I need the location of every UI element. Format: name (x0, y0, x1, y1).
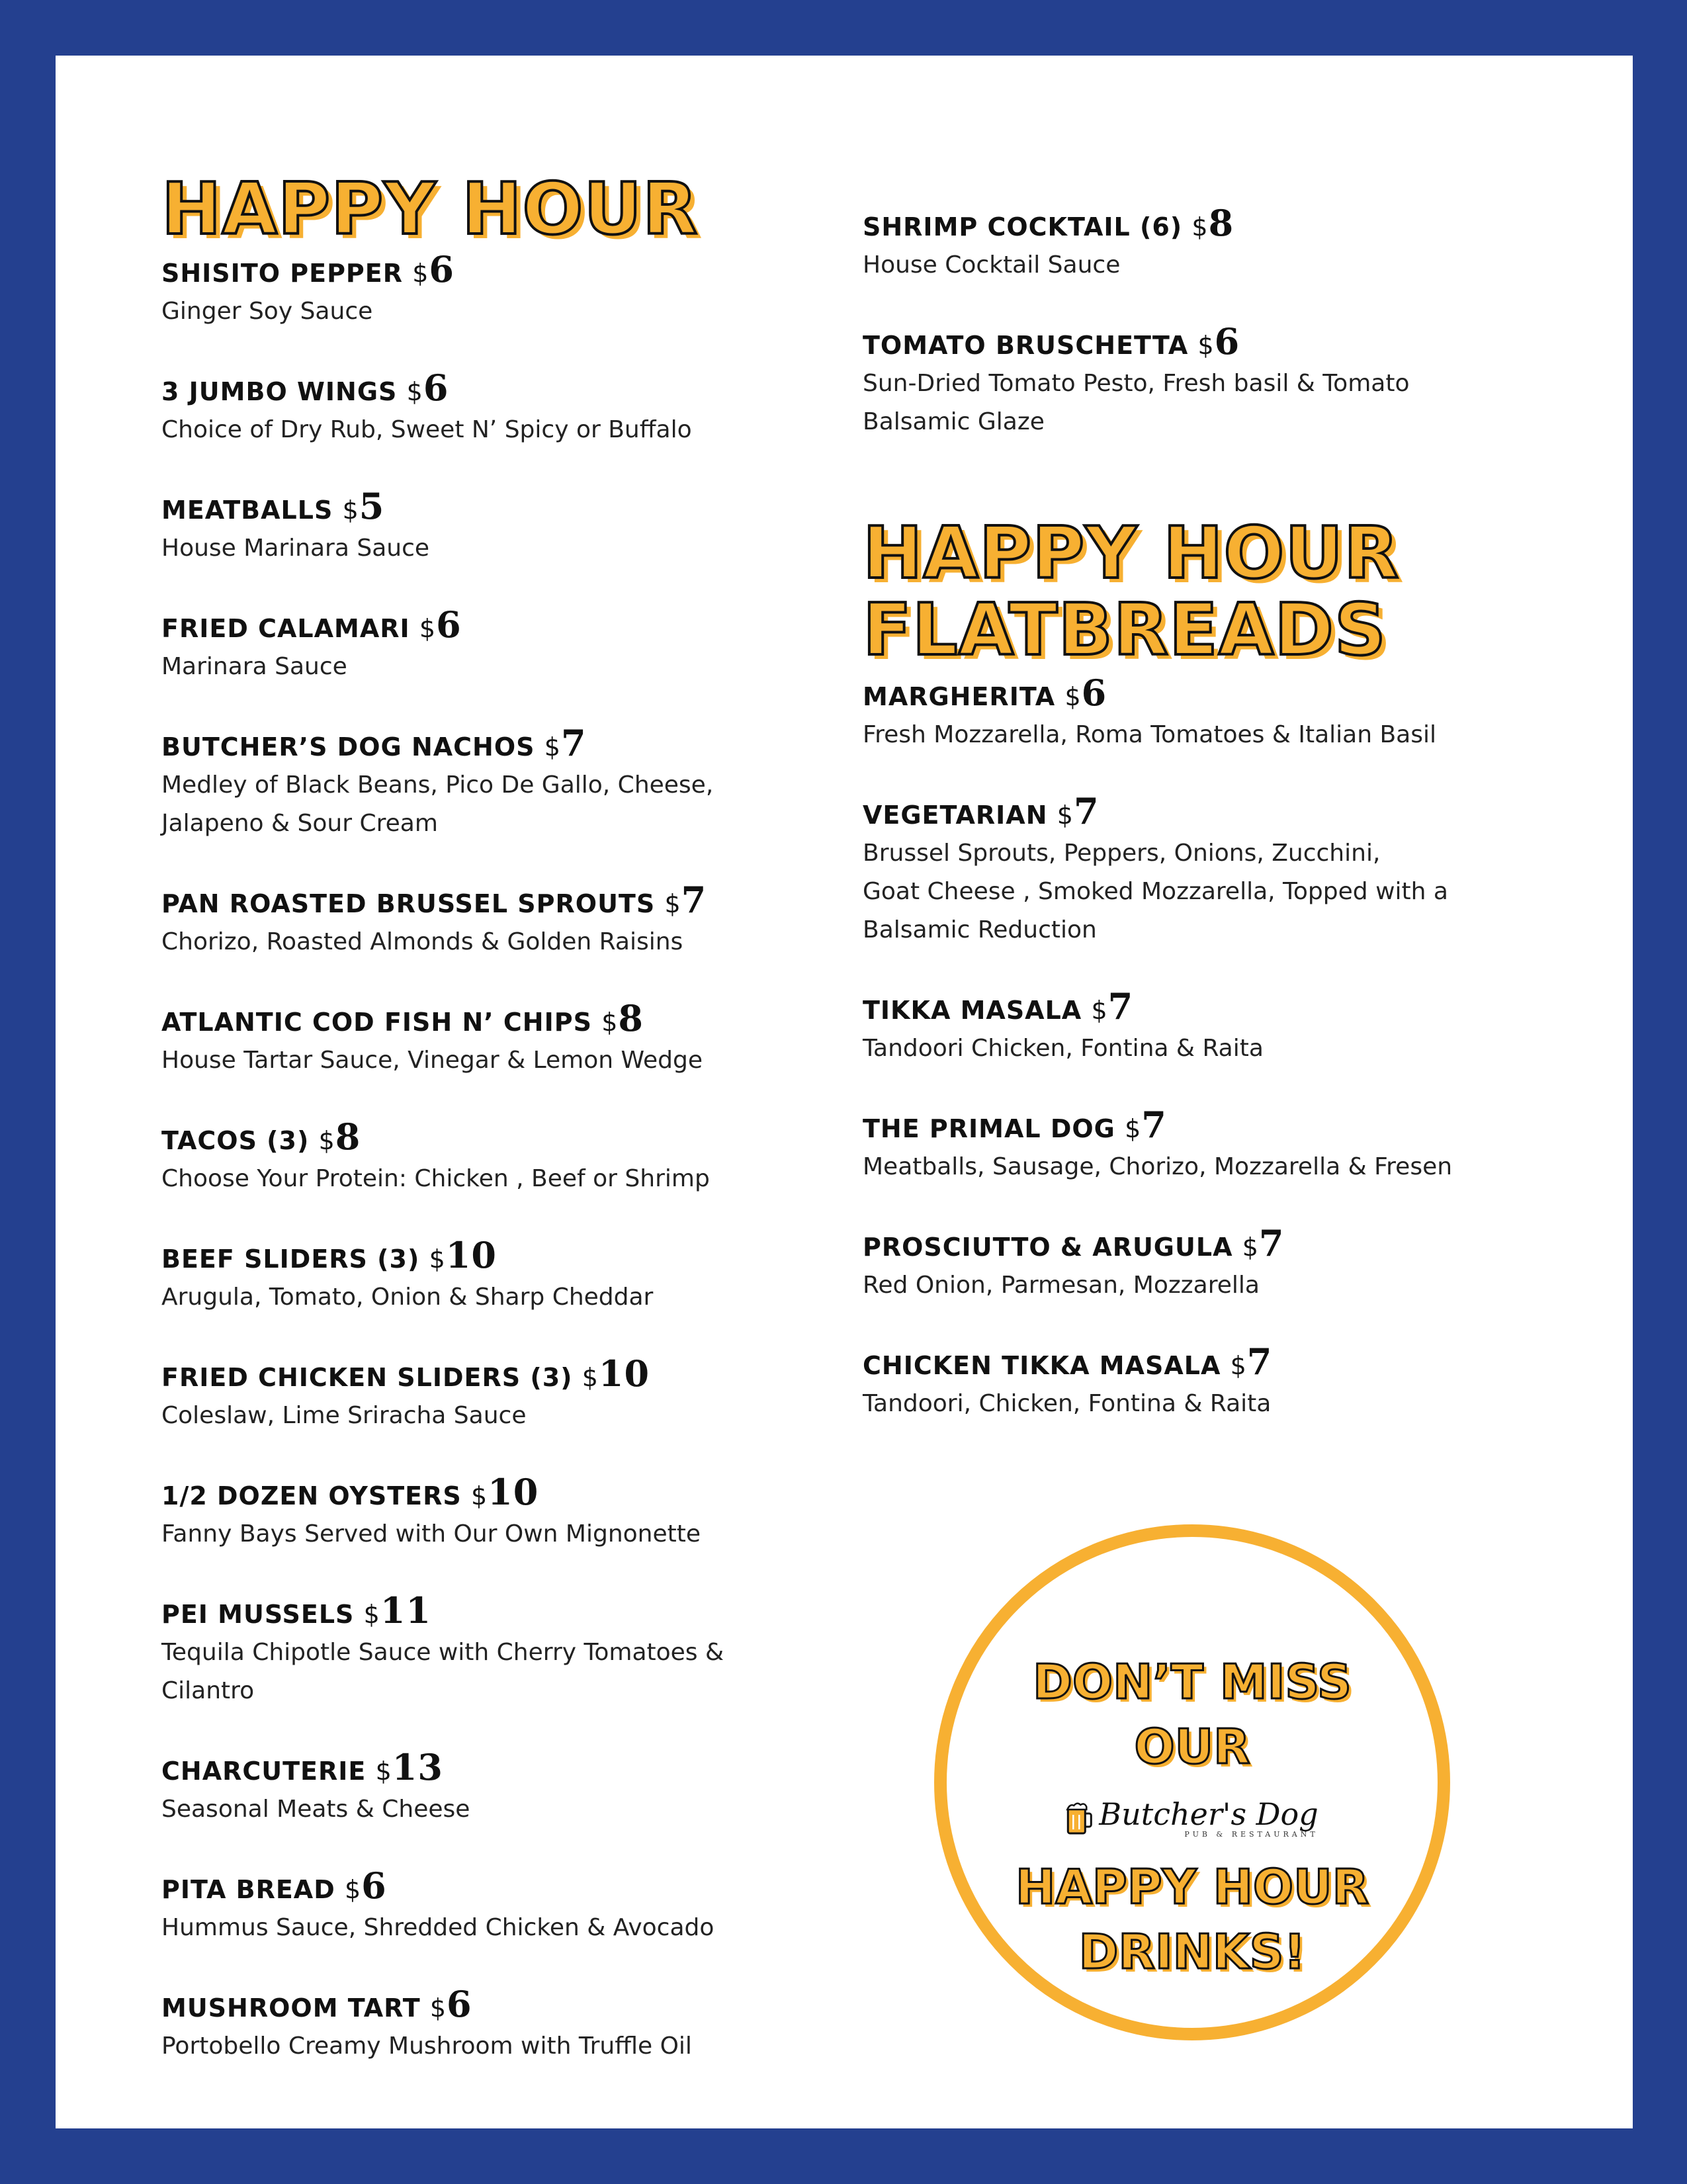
price-currency: $ (419, 614, 437, 643)
promo-line-3: HAPPY HOUR (1015, 1859, 1369, 1915)
menu-item-description: Ginger Soy Sauce (161, 298, 373, 325)
menu-item-price: 8 (1208, 202, 1234, 244)
promo-line-1: DON’T MISS (1033, 1654, 1352, 1710)
price-currency: $ (363, 1600, 380, 1629)
menu-item-description: Marinara Sauce (161, 653, 347, 680)
menu-item-title (863, 792, 1452, 834)
menu-item (161, 1473, 724, 1553)
menu-item-name: FRIED CALAMARI (161, 614, 410, 643)
menu-item-price: 7 (1246, 1340, 1273, 1383)
menu-item-price: 6 (1214, 320, 1240, 363)
menu-item-name: SHISITO PEPPER (161, 259, 403, 288)
menu-item (161, 724, 724, 843)
menu-item (863, 674, 1452, 754)
menu-item (161, 1866, 724, 1947)
menu-item-title (161, 999, 724, 1041)
menu-item-name: PEI MUSSELS (161, 1600, 355, 1629)
menu-item-description: Choice of Dry Rub, Sweet N’ Spicy or Buffalo (161, 416, 692, 443)
promo-line-4: DRINKS! (1078, 1924, 1306, 1980)
menu-item-price: 10 (488, 1471, 539, 1513)
menu-item-price: 8 (618, 997, 644, 1039)
menu-item (863, 204, 1409, 284)
flatbreads-menu-list (863, 674, 1452, 1461)
menu-item (863, 322, 1409, 441)
menu-item-name: 3 JUMBO WINGS (161, 377, 398, 406)
menu-item-description: Hummus Sauce, Shredded Chicken & Avocado (161, 1914, 714, 1941)
menu-item-name: PAN ROASTED BRUSSEL SPROUTS (161, 889, 656, 918)
menu-item-name: FRIED CHICKEN SLIDERS (3) (161, 1363, 573, 1392)
price-currency: $ (601, 1008, 619, 1037)
menu-item (863, 1106, 1452, 1186)
price-currency: $ (406, 377, 423, 406)
price-currency: $ (318, 1126, 335, 1155)
menu-item-name: MEATBALLS (161, 496, 333, 525)
menu-item-price: 7 (1141, 1104, 1167, 1146)
menu-item-title (863, 1224, 1452, 1266)
promo-bottom-text (947, 1855, 1438, 1984)
menu-item-name: MUSHROOM TART (161, 1993, 421, 2023)
price-currency: $ (1125, 1114, 1142, 1143)
menu-item-price: 7 (1258, 1222, 1285, 1264)
price-currency: $ (1064, 682, 1082, 711)
price-currency: $ (1230, 1351, 1247, 1380)
menu-item-name: SHRIMP COCKTAIL (6) (863, 212, 1183, 241)
menu-item-name: CHICKEN TIKKA MASALA (863, 1351, 1221, 1380)
menu-item-name: BEEF SLIDERS (3) (161, 1245, 420, 1274)
menu-item-name: THE PRIMAL DOG (863, 1114, 1115, 1143)
menu-item-description: Seasonal Meats & Cheese (161, 1796, 470, 1823)
menu-item-title (161, 1236, 724, 1278)
beer-mug-icon (1066, 1802, 1092, 1836)
menu-item-description: Tandoori, Chicken, Fontina & Raita (863, 1390, 1272, 1417)
menu-item-description: Jalapeno & Sour Cream (161, 810, 438, 837)
menu-item-price: 6 (429, 248, 454, 290)
menu-item-name: BUTCHER’S DOG NACHOS (161, 732, 535, 762)
price-currency: $ (429, 1993, 447, 2023)
menu-item-price: 7 (681, 879, 707, 921)
menu-item (161, 881, 724, 961)
price-currency: $ (1197, 331, 1215, 360)
menu-item-name: PITA BREAD (161, 1875, 335, 1904)
logo-name: Butcher's Dog (1099, 1796, 1319, 1832)
menu-item (161, 999, 724, 1080)
menu-item (863, 792, 1452, 949)
menu-item-description: Balsamic Reduction (863, 916, 1097, 943)
menu-item-price: 8 (335, 1115, 361, 1158)
menu-item (161, 1591, 724, 1710)
menu-item-description: Fresh Mozzarella, Roma Tomatoes & Italian Basil (863, 721, 1436, 748)
menu-item-title (161, 1473, 724, 1515)
menu-item (161, 1748, 724, 1829)
menu-item-title (161, 1117, 724, 1160)
menu-item-name: VEGETARIAN (863, 801, 1048, 830)
menu-item-description: House Cocktail Sauce (863, 251, 1121, 279)
menu-item (863, 1342, 1452, 1423)
happy-hour-heading: HAPPY HOUR (161, 168, 699, 251)
menu-item-price: 6 (436, 603, 462, 646)
price-currency: $ (344, 1875, 362, 1904)
price-currency: $ (664, 889, 681, 918)
menu-item (863, 1224, 1452, 1305)
happy-hour-drinks-badge (934, 1524, 1450, 2040)
menu-item-description: Coleslaw, Lime Sriracha Sauce (161, 1402, 527, 1429)
menu-item-title (161, 1591, 724, 1634)
menu-item-price: 11 (380, 1589, 431, 1632)
menu-item (863, 987, 1452, 1068)
price-currency: $ (1191, 212, 1209, 241)
price-currency: $ (544, 732, 561, 762)
menu-item-title (863, 1342, 1452, 1385)
menu-item-title (863, 204, 1409, 246)
menu-item (161, 1354, 724, 1435)
menu-item (161, 1117, 724, 1198)
price-currency: $ (582, 1363, 599, 1392)
menu-item-title (161, 369, 724, 411)
menu-item-name: TIKKA MASALA (863, 996, 1082, 1025)
menu-item-description: Portobello Creamy Mushroom with Truffle Oil (161, 2032, 692, 2060)
menu-item-description: Choose Your Protein: Chicken , Beef or Shrimp (161, 1165, 710, 1192)
butchers-dog-logo (1066, 1798, 1318, 1839)
price-currency: $ (342, 496, 359, 525)
price-currency: $ (470, 1481, 488, 1510)
menu-item-title (161, 724, 724, 766)
menu-item-description: Sun-Dried Tomato Pesto, Fresh basil & Tomato (863, 370, 1410, 397)
menu-item-price: 6 (361, 1864, 387, 1907)
price-currency: $ (375, 1757, 392, 1786)
menu-item-name: 1/2 DOZEN OYSTERS (161, 1481, 462, 1510)
flatbreads-heading-line1: HAPPY HOUR (863, 512, 1400, 595)
menu-item-name: MARGHERITA (863, 682, 1056, 711)
menu-item-title (161, 487, 724, 529)
menu-item (161, 1236, 724, 1317)
menu-item-price: 7 (1073, 790, 1100, 832)
menu-item-price: 5 (359, 485, 385, 527)
menu-item (161, 1985, 724, 2066)
price-currency: $ (1091, 996, 1108, 1025)
menu-item-name: PROSCIUTTO & ARUGULA (863, 1233, 1233, 1262)
menu-item-price: 10 (445, 1234, 497, 1276)
menu-item (161, 369, 724, 449)
menu-item-name: ATLANTIC COD FISH N’ CHIPS (161, 1008, 592, 1037)
flatbreads-heading (863, 512, 1400, 672)
price-currency: $ (1057, 801, 1074, 830)
menu-item-description: Brussel Sprouts, Peppers, Onions, Zucchini, (863, 840, 1381, 867)
menu-item-title (863, 987, 1452, 1029)
menu-item-description: Goat Cheese , Smoked Mozzarella, Topped with a (863, 878, 1448, 905)
menu-item-name: TOMATO BRUSCHETTA (863, 331, 1189, 360)
menu-item-description: Arugula, Tomato, Onion & Sharp Cheddar (161, 1284, 654, 1311)
price-currency: $ (412, 259, 429, 288)
menu-item-title (863, 674, 1452, 716)
menu-item-price: 7 (560, 722, 587, 764)
menu-item-price: 6 (1081, 672, 1107, 714)
menu-item-title (863, 322, 1409, 365)
promo-line-2: OUR (1134, 1719, 1250, 1774)
happy-hour-menu-list (161, 250, 724, 2103)
menu-item-description: Tandoori Chicken, Fontina & Raita (863, 1035, 1264, 1062)
menu-item-title (161, 1748, 724, 1790)
menu-item-price: 6 (447, 1983, 472, 2025)
menu-item (161, 605, 724, 686)
menu-item-price: 6 (423, 367, 449, 409)
menu-item-description: House Marinara Sauce (161, 535, 430, 562)
menu-item-description: Balsamic Glaze (863, 408, 1045, 435)
flatbreads-heading-line2: FLATBREADS (863, 589, 1387, 672)
menu-item (161, 487, 724, 568)
logo-subtitle: PUB & RESTAURANT (1184, 1830, 1319, 1839)
menu-item-title (863, 1106, 1452, 1148)
menu-item-title (161, 605, 724, 648)
menu-item-name: CHARCUTERIE (161, 1757, 367, 1786)
menu-item (161, 250, 724, 331)
menu-item-description: House Tartar Sauce, Vinegar & Lemon Wedge (161, 1047, 703, 1074)
menu-page (56, 56, 1633, 2128)
menu-item-description: Tequila Chipotle Sauce with Cherry Tomatoes & (161, 1639, 724, 1666)
menu-item-description: Red Onion, Parmesan, Mozzarella (863, 1272, 1260, 1299)
menu-item-description: Chorizo, Roasted Almonds & Golden Raisins (161, 928, 683, 955)
menu-item-title (161, 250, 724, 292)
menu-item-price: 10 (598, 1352, 650, 1395)
menu-item-title (161, 1866, 724, 1909)
menu-item-description: Meatballs, Sausage, Chorizo, Mozzarella & Fresen (863, 1153, 1453, 1180)
menu-item-description: Medley of Black Beans, Pico De Gallo, Cheese, (161, 771, 714, 799)
menu-item-title (161, 1354, 724, 1397)
menu-item-description: Cilantro (161, 1677, 255, 1704)
happy-hour-menu-list-continued (863, 204, 1409, 479)
menu-item-title (161, 881, 724, 923)
price-currency: $ (429, 1245, 446, 1274)
menu-item-title (161, 1985, 724, 2027)
menu-item-price: 7 (1107, 985, 1134, 1027)
logo-wordmark (1099, 1798, 1318, 1839)
menu-item-price: 13 (392, 1746, 443, 1788)
promo-top-text (947, 1649, 1438, 1779)
menu-item-name: TACOS (3) (161, 1126, 310, 1155)
price-currency: $ (1242, 1233, 1259, 1262)
menu-item-description: Fanny Bays Served with Our Own Mignonette (161, 1520, 701, 1548)
